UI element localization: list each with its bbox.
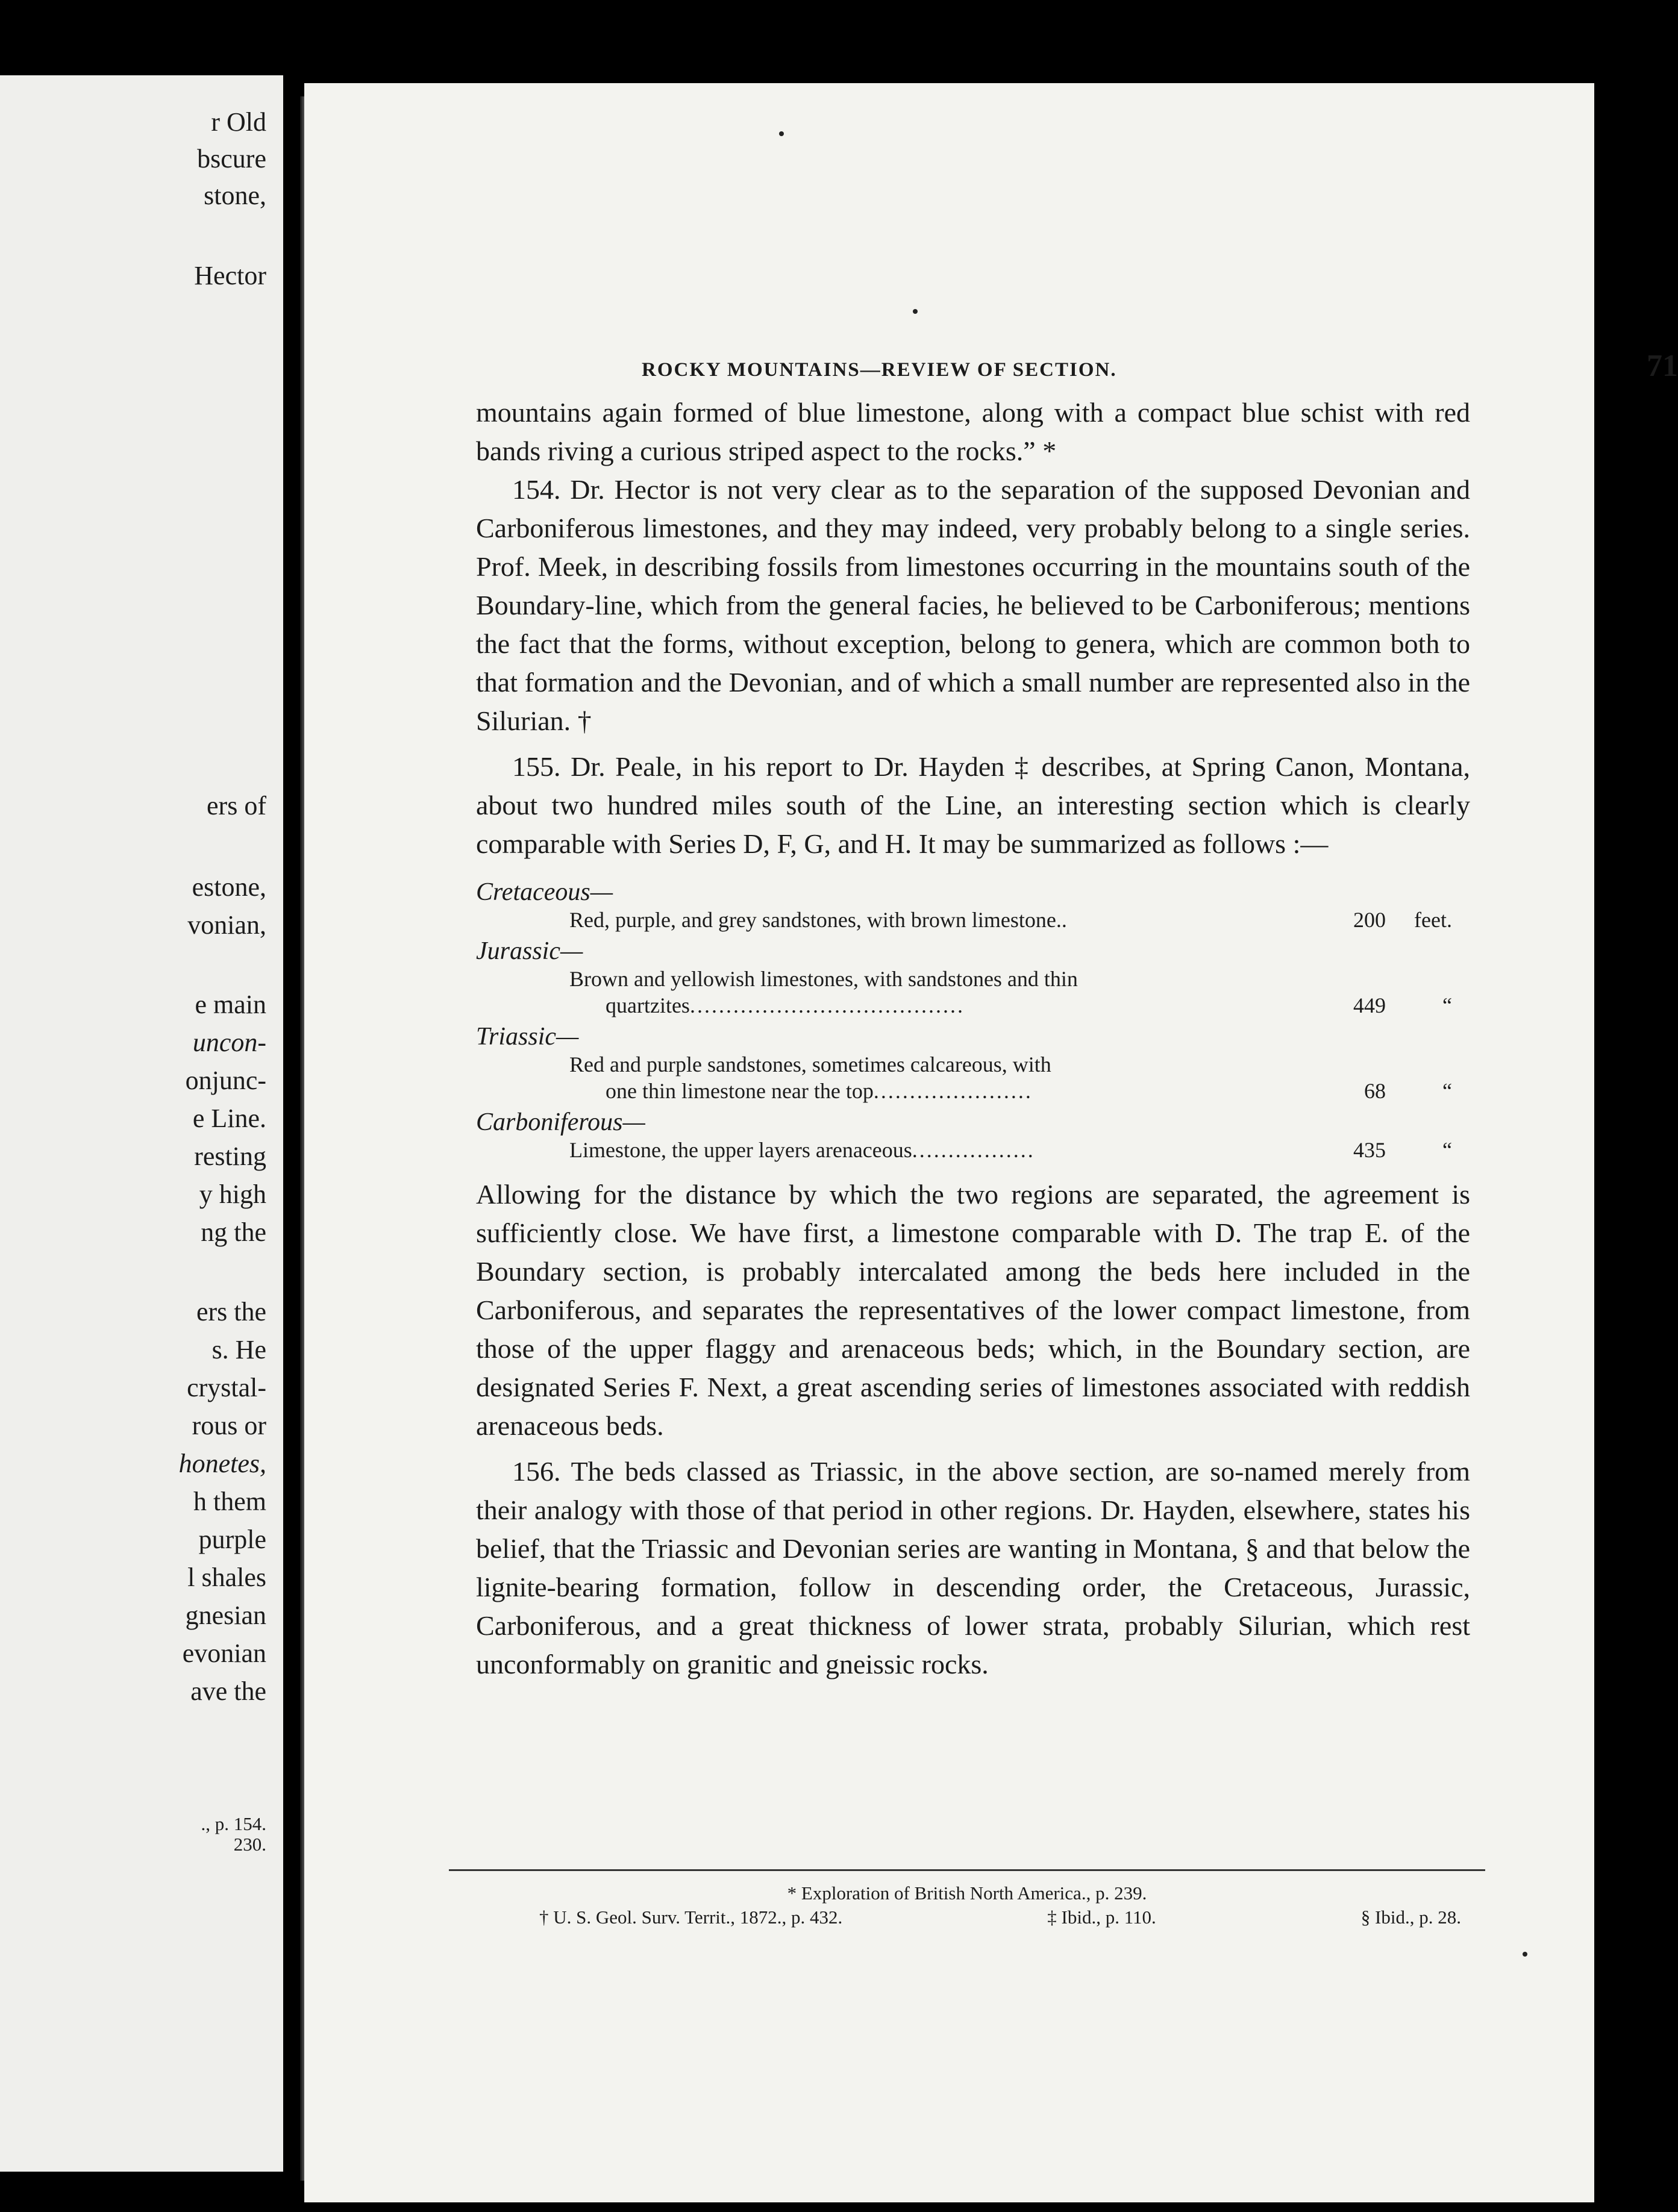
period-cretaceous: Cretaceous— — [476, 878, 613, 906]
stratum-thickness: 449 — [1353, 993, 1386, 1017]
left-page-text-fragment: l shales — [187, 1563, 266, 1592]
page-edge-shadow — [1595, 120, 1624, 2212]
stratum-unit: “ — [1442, 1079, 1452, 1103]
left-page-text-fragment: onjunc- — [185, 1066, 266, 1095]
left-page-text-fragment: ers of — [207, 791, 266, 820]
footnote-star: * Exploration of British North America., p. 239. — [787, 1882, 1147, 1904]
stratum-thickness: 200 — [1353, 908, 1386, 932]
main-text — [476, 393, 1470, 1684]
left-page-text-fragment: honetes, — [178, 1449, 266, 1478]
stratum-carboniferous — [569, 1137, 1452, 1163]
footnote-double-dagger: ‡ Ibid., p. 110. — [1047, 1907, 1156, 1928]
paragraph-155: 155. Dr. Peale, in his report to Dr. Hayden ‡ describes, at Spring Canon, Montana, about two hundred miles south of the Line, an interesting section which is clearly comparable with Series D, F, G, and H. It may be summarized as follows :— — [476, 751, 1470, 859]
left-page-text-fragment: estone, — [192, 872, 266, 902]
stratum-unit: “ — [1442, 1138, 1452, 1162]
stratum-unit: feet. — [1414, 908, 1452, 932]
period-carboniferous: Carboniferous— — [476, 1108, 645, 1136]
stratum-unit: “ — [1442, 993, 1452, 1017]
left-page-text-fragment: ave the — [190, 1676, 266, 1706]
left-page-text-fragment: 230. — [233, 1834, 266, 1855]
left-page-text-fragment: s. He — [211, 1335, 266, 1364]
right-page — [304, 83, 1678, 2202]
page-number: 71 — [1647, 349, 1678, 383]
footnote-section: § Ibid., p. 28. — [1360, 1907, 1461, 1928]
print-speck — [913, 309, 918, 314]
stratum-thickness: 68 — [1364, 1079, 1386, 1103]
stratum-cretaceous — [569, 907, 1452, 933]
left-page-text-fragment: stone, — [204, 181, 266, 210]
leader-dots: ................. — [912, 1138, 1035, 1162]
period-jurassic: Jurassic— — [476, 937, 583, 965]
footnote-dagger: † U. S. Geol. Surv. Territ., 1872., p. 432. — [539, 1907, 843, 1928]
stratum-description: Red, purple, and grey sandstones, with brown limestone.. — [569, 908, 1067, 932]
paragraph-continued: mountains again formed of blue limestone, along with a compact blue schist with red bands riving a curious striped aspect to the rocks.” * — [476, 397, 1470, 466]
left-page-text-fragment: y high — [199, 1179, 266, 1209]
left-page-text-fragment: Hector — [194, 261, 266, 290]
leader-dots: ...................... — [873, 1079, 1033, 1103]
footnote-rule — [449, 1869, 1485, 1871]
running-head: ROCKY MOUNTAINS—REVIEW OF SECTION. — [642, 359, 1117, 381]
left-page-text-fragment: resting — [194, 1142, 266, 1171]
left-page-text-fragment: e main — [195, 990, 266, 1019]
stratum-triassic — [569, 1051, 1452, 1104]
page-header — [642, 347, 1678, 383]
print-speck — [1523, 1952, 1527, 1957]
left-page-text-fragment: crystal- — [187, 1373, 266, 1402]
leader-dots: ...................................... — [689, 993, 965, 1017]
stratum-description: Red and purple sandstones, sometimes calcareous, with — [569, 1052, 1051, 1076]
strata-table — [476, 878, 1470, 1163]
left-page-text-fragment: e Line. — [192, 1104, 266, 1133]
stratum-description-cont: one thin limestone near the top — [606, 1079, 874, 1103]
left-page-text-fragment: bscure — [197, 144, 266, 173]
left-page-text-fragment: r Old — [211, 107, 266, 137]
left-page-text-fragment: vonian, — [187, 910, 266, 940]
left-page-text-fragment: h them — [193, 1487, 266, 1516]
stratum-thickness: 435 — [1353, 1138, 1386, 1162]
left-page-fragment — [0, 75, 283, 2172]
left-page-text-fragment: uncon- — [192, 1028, 266, 1057]
left-page-text-fragment: evonian — [182, 1639, 266, 1668]
left-page-text-fragment: ., p. 154. — [201, 1813, 266, 1834]
footnotes — [449, 1881, 1485, 1929]
left-page-text-fragment: ers the — [196, 1297, 266, 1326]
left-page-text-fragment: gnesian — [185, 1601, 266, 1630]
stratum-description: Limestone, the upper layers arenaceous — [569, 1138, 912, 1162]
paragraph-156: 156. The beds classed as Triassic, in the above section, are so-named merely from their analogy with those of that period in other regions. Dr. Hayden, elsewhere, states his belief, that the Triassic and Devonian series are wanting in Montana, § and that below the lignite-bearing formation, follow in descending order, the Cretaceous, Jurassic, Carboniferous, and a great thickness of lower strata, probably Silurian, which rest unconformably on granitic and gneissic rocks. — [476, 1456, 1470, 1679]
left-page-text-fragment: ng the — [201, 1217, 266, 1247]
stratum-jurassic — [569, 966, 1452, 1019]
left-page-text-fragment: rous or — [192, 1411, 266, 1440]
paragraph-154: 154. Dr. Hector is not very clear as to the separation of the supposed Devonian and Carboniferous limestones, and they may indeed, very probably belong to a single series. Prof. Meek, in describing fossils from limestones occurring in the mountains south of the Boundary-line, which from the general facies, he believed to be Carboniferous; mentions the fact that the forms, without exception, belong to genera, which are common both to that formation and the Devonian, and of which a small number are represented also in the Silurian. † — [476, 474, 1470, 736]
paragraph-after-table: Allowing for the distance by which the two regions are separated, the agreement is sufficiently close. We have first, a limestone comparable with D. The trap E. of the Boundary section, is probably intercalated among the beds here included in the Carboniferous, and separates the representatives of the lower compact limestone, from those of the upper flaggy and arenaceous beds; which, in the Boundary section, are designated Series F. Next, a great ascending series of limestones associated with reddish arenaceous beds. — [476, 1179, 1470, 1441]
period-triassic: Triassic— — [476, 1023, 579, 1051]
print-speck — [779, 131, 784, 136]
left-page-text-fragment: purple — [198, 1525, 266, 1554]
stratum-description-cont: quartzites — [606, 993, 690, 1017]
stratum-description: Brown and yellowish limestones, with sandstones and thin — [569, 967, 1078, 991]
